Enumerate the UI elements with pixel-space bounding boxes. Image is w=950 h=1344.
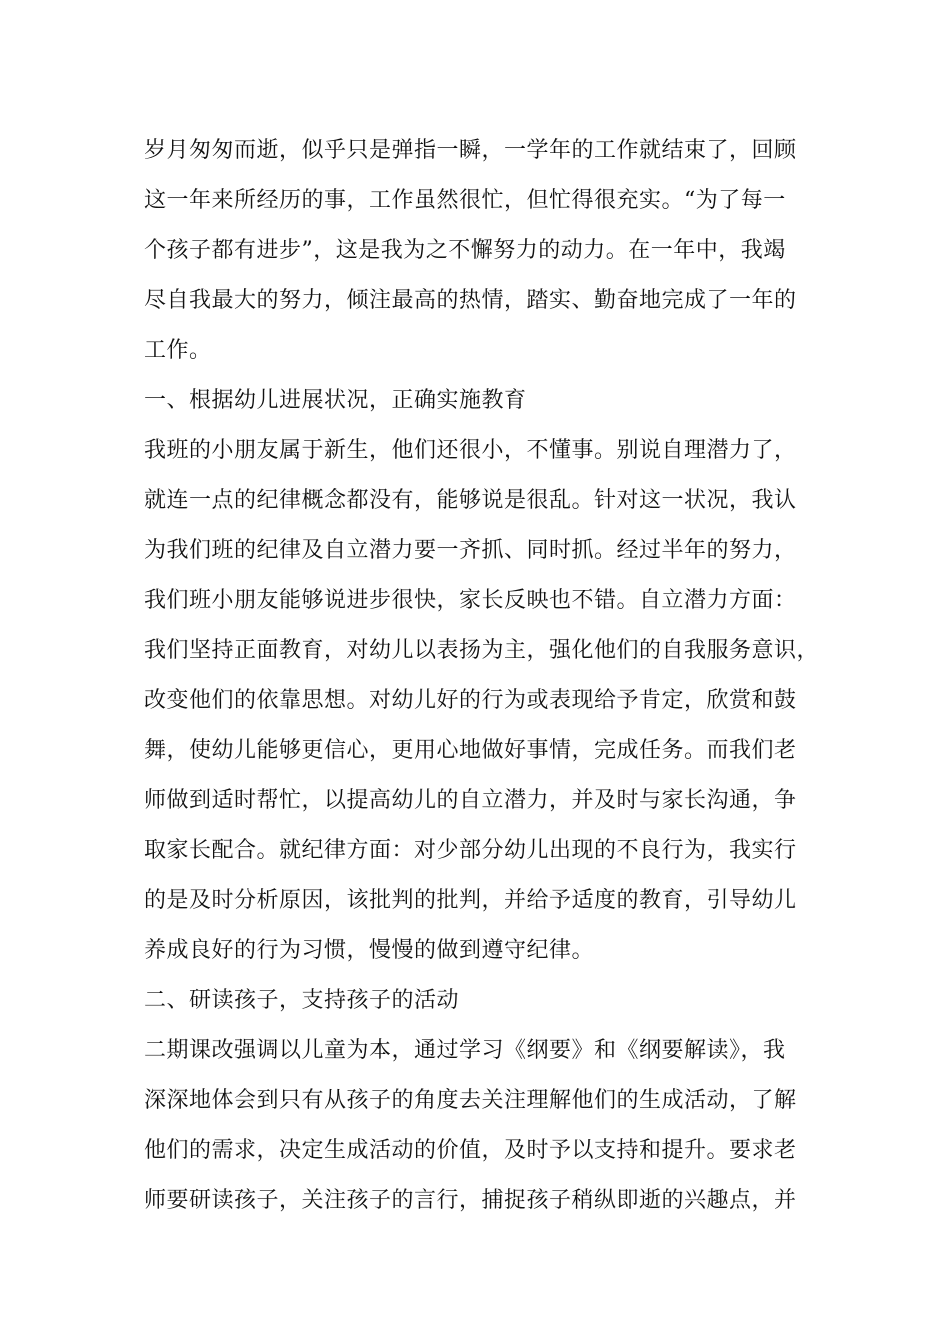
text-line: 个孩子都有进步”，这是我为之不懈努力的动力。在一年中，我竭 (144, 238, 786, 263)
text-line: 岁月匆匆而逝，似乎只是弹指一瞬，一学年的工作就结束了，回顾 (144, 138, 797, 163)
text-line: 就连一点的纪律概念都没有，能够说是很乱。针对这一状况，我认 (144, 488, 797, 513)
text-line: 的是及时分析原因，该批判的批判，并给予适度的教育，引导幼儿 (144, 888, 797, 913)
text-line: 我们班小朋友能够说进步很快，家长反映也不错。自立潜力方面： (144, 588, 797, 613)
text-line: 取家长配合。就纪律方面：对少部分幼儿出现的不良行为，我实行 (144, 838, 797, 863)
section-heading: 一、根据幼儿进展状况，正确实施教育 (144, 388, 527, 413)
text-line: 养成良好的行为习惯，慢慢的做到遵守纪律。 (144, 938, 595, 963)
text-line: 这一年来所经历的事，工作虽然很忙，但忙得很充实。“为了每一 (144, 188, 786, 213)
text-line: 师做到适时帮忙，以提高幼儿的自立潜力，并及时与家长沟通，争 (144, 788, 797, 813)
text-line: 为我们班的纪律及自立潜力要一齐抓、同时抓。经过半年的努力， (144, 538, 797, 563)
text-line: 深深地体会到只有从孩子的角度去关注理解他们的生成活动，了解 (144, 1088, 797, 1113)
text-line: 二期课改强调以儿童为本，通过学习《纲要》和《纲要解读》，我 (144, 1038, 786, 1063)
text-line: 舞，使幼儿能够更信心，更用心地做好事情，完成任务。而我们老 (144, 738, 797, 763)
text-line: 改变他们的依靠思想。对幼儿好的行为或表现给予肯定，欣赏和鼓 (144, 688, 797, 713)
section-heading: 二、研读孩子，支持孩子的活动 (144, 988, 460, 1013)
text-line: 尽自我最大的努力，倾注最高的热情，踏实、勤奋地完成了一年的 (144, 288, 797, 313)
text-line: 我班的小朋友属于新生，他们还很小，不懂事。别说自理潜力了， (144, 438, 797, 463)
text-line: 他们的需求，决定生成活动的价值，及时予以支持和提升。要求老 (144, 1138, 797, 1163)
text-line: 师要研读孩子，关注孩子的言行，捕捉孩子稍纵即逝的兴趣点，并 (144, 1188, 797, 1213)
text-line: 我们坚持正面教育，对幼儿以表扬为主，强化他们的自我服务意识， (144, 638, 820, 663)
text-line: 工作。 (144, 338, 212, 363)
